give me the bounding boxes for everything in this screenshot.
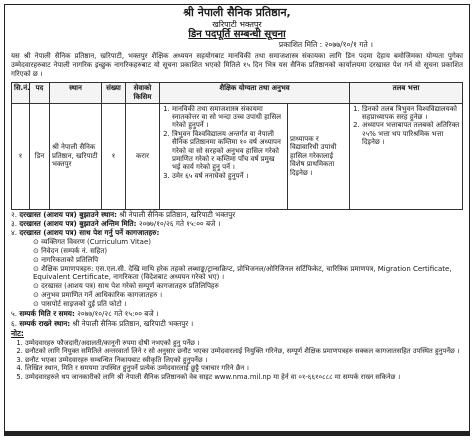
cell-service: करार: [126, 103, 160, 209]
section-documents: ४. दरखास्त (आशय पत्र) साथ पेश गर्नु पर्ने कागजातहरु:: [11, 228, 160, 238]
section-value: श्री नेपाली सैनिक प्रतिष्ठान, खरिपाटी भक्तपुर ।: [72, 318, 194, 328]
th-sn: सि.नं.: [12, 82, 30, 103]
section-value: श्री नेपाली सैनिक प्रतिष्ठान, खरिपाटी भक्तपुर: [119, 209, 236, 219]
th-salary: तलब भत्ता: [350, 82, 463, 103]
section-label: दरखास्त (आशय पत्र) बुझाउने स्थान:: [19, 209, 118, 219]
footer-bar: [5, 431, 469, 435]
salary-item: 2. अध्यापन भत्ताबापत तलबको अतिरिक्त २५% भत्ता थप पारिश्रमिक भत्ता दिइनेछ ।: [362, 121, 460, 146]
list-item: ⊙ निवेदन (सम्पर्क नं. सहित): [33, 247, 463, 256]
list-item: ⊙ अनुभव प्रमाणित गर्ने आधिकारिक कागजातहरु ।: [33, 291, 463, 300]
cell-location: श्री नेपाली सैनिक प्रतिष्ठान, खरिपाटी भक्तपुर: [50, 103, 102, 209]
th-location: स्थान: [50, 82, 102, 103]
cell-qualifications: [160, 103, 288, 209]
section-contact-place: ६. सम्पर्क राख्ने स्थान: श्री नेपाली सैनिक प्रतिष्ठान, खरिपाटी भक्तपुर ।: [11, 318, 194, 328]
list-item: 1. उम्मेदवारहरु फौजदारी/अदालती/कानूनी रुपमा दोषी नभएको हुनु पर्नेछ ।: [25, 339, 463, 347]
vacancy-table: [11, 82, 463, 210]
table-row: [12, 103, 463, 209]
cell-salary: [350, 103, 463, 209]
section-label: दरखास्त (आशय पत्र) बुझाउने अन्तिम मिति:: [19, 218, 137, 228]
cell-post: डिन: [30, 103, 50, 209]
org-name: श्री नेपाली सैनिक प्रतिष्ठान,: [183, 6, 291, 19]
section-label: सम्पर्क राख्ने स्थान:: [19, 318, 71, 328]
qualification-item: 1. मानविकी तथा समाजशास्त्र संकायमा स्नातकोत्तर वा सो भन्दा उच्च उपाधी हासिल गरेको हुनुपर्ने ।: [172, 105, 285, 130]
list-item: ⊙ व्यक्तिगत विवरण (Curriculum Vitae): [33, 238, 463, 247]
th-qualification: शैक्षिक योग्यता तथा अनुभव: [160, 82, 350, 103]
published-date: प्रकाशित मिति : २०७७/१०/१ गते ।: [278, 40, 373, 50]
section-label: दरखास्त (आशय पत्र) साथ पेश गर्नु पर्ने कागजातहरु:: [19, 228, 160, 238]
list-item: ⊙ दरखास्त (आशय पत्र) साथ पेश गरेको सम्पूर्ण कागजातहरु प्रतिलिपिहरु: [33, 282, 463, 291]
section-contact-date: ५. सम्पर्क मिति र समय: २०७७/१०/२८ गते १५:०० बजे ।: [11, 309, 159, 319]
qualification-item: 3. उमेर ६५ वर्ष ननाघेको हुनुपर्ने ।: [172, 172, 285, 180]
section-location: २. दरखास्त (आशय पत्र) बुझाउने स्थान: श्री नेपाली सैनिक प्रतिष्ठान, खरिपाटी भक्तपुर: [11, 209, 236, 219]
org-place: खरिपाटी भक्तपुर: [212, 19, 262, 29]
salary-item: 1. डिनको तलब त्रिभुवन विश्वविद्यालयको सहप्राध्यापक सरह हुनेछ ।: [362, 105, 460, 122]
qualification-item: 2. त्रिभुवन विश्वविद्यालय अन्तर्गत वा नेपाली सैनिक प्रतिष्ठानमा कम्तिमा १० वर्ष अध्यापन गरेको वा सो सरहको अनुभव हासिल गरेको प्रमाणित गरेको र कम्तिमा पाँच वर्ष प्रमुख भई कार्य गरेको हुनु पर्ने ।: [172, 130, 285, 172]
documents-list: [11, 238, 463, 310]
list-item: ⊙ शैक्षिक प्रमाणपत्रहरु: एस.एल.सी. देखि माथि हरेक तहको लब्धाङ्क/ट्रान्सक्रिप्ट, प्रोभिजनल/ओरिजिनल सर्टिफिकेट, चारित्रिक प्रमाणपत्र, Migration Certificate, Equivalent Certificate, नागरिकता (विदेशबाट अध्ययन गरेको भए) ।: [33, 265, 463, 283]
notice-title: डिन पदपूर्ति सम्बन्धी सूचना: [188, 28, 286, 40]
th-post: पद: [30, 82, 50, 103]
list-item: ⊙ पासपोर्ट साइजको दुई प्रति फोटो ।: [33, 300, 463, 309]
section-label: सम्पर्क मिति र समय:: [19, 309, 75, 319]
intro-paragraph: यस श्री नेपाली सैनिक प्रतिष्ठान, खरिपाटी, भक्तपुर शैक्षिक अध्ययन सहयोगबाट मानविकी तथा समाजशास्त्र संकायका लागि डिन पदमा देहाय बमोजिमका योग्यता पुगेका उम्मेदवारहरुबाट नेपाली नागरिक इच्छुक नागरिकहरुबाट यो सूचना प्रकाशित भएको मितिले १५ दिन भित्र यस सैनिक प्रतिष्ठानको कार्यालयमा दरखास्त पेश गर्न यो सूचना प्रकाशित गरिएको छ ।: [11, 52, 463, 78]
cell-sn: १: [12, 103, 30, 209]
list-item: 3. छनौट भएका उम्मेदवारहरु सम्बन्धित निकायबाट स्वीकृति लिएको हुनुपर्नेछ ।: [25, 356, 463, 364]
list-item: ⊙ नागरिकताको प्रतिलिपि: [33, 256, 463, 265]
cell-extra: प्राध्यापक र विद्यावारिधी उपाधी हासिल गरेकालाई विशेष प्राथमिकता दिइनेछ ।: [288, 103, 350, 209]
list-item: 5. उम्मेदवारहरुले थप जानकारीको लागि श्री नेपाली सैनिक प्रतिष्ठानको वेब साइट www.nma.mil.np मा हेर्न वा ०१-६६१०८८८ मा सम्पर्क राख्न सकिनेछ ।: [25, 373, 463, 381]
section-value: २०७७/१०/२६ गते १५:०० बजे ।: [138, 218, 221, 228]
list-item: 2. छनौटको लागि नियुक्त समितिले अन्तरवार्ता लिने र सो अनुसार छनौट भएका उम्मेदवारलाई नियुक्ति गरिनेछ, सम्पूर्ण शैक्षिक प्रमाणपत्रहरु सक्कल कागजातसहित उपस्थित हुनुपर्नेछ ।: [25, 347, 463, 355]
list-item: 4. लिखित स्थान, मिति र समयमा उपस्थित हुनुपर्ने प्रत्येक उम्मेदवारलाई छुट्टै पत्राचार गरिने छैन ।: [25, 364, 463, 372]
th-service: सेवाको किसिम: [126, 82, 160, 103]
table-header-row: [12, 82, 463, 103]
th-count: संख्या: [102, 82, 126, 103]
notes-list: [11, 339, 463, 381]
cell-count: १: [102, 103, 126, 209]
notes-title: नोट:: [11, 329, 24, 338]
section-value: २०७७/१०/२८ गते १५:०० बजे ।: [77, 309, 159, 319]
section-deadline: ३. दरखास्त (आशय पत्र) बुझाउने अन्तिम मिति: २०७७/१०/२६ गते १५:०० बजे ।: [11, 218, 221, 228]
notice-page: [4, 4, 470, 436]
notice-header: [11, 7, 463, 40]
